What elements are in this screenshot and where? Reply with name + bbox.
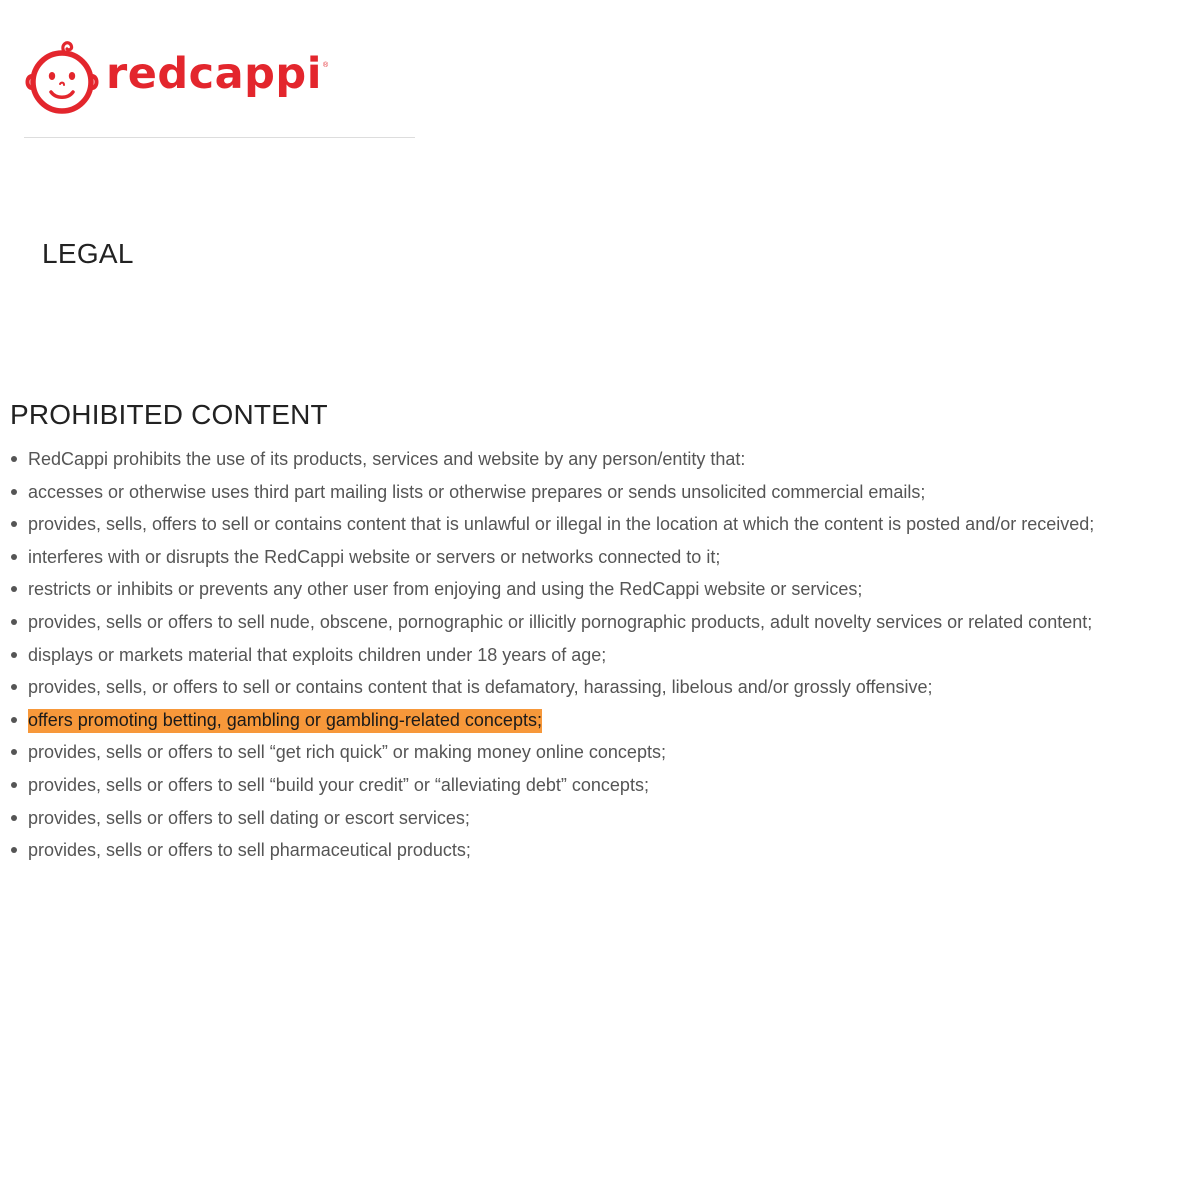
list-item-text: provides, sells, or offers to sell or contains content that is defamatory, harassing, libelous and/or grossly offensive; (28, 677, 933, 698)
redcappi-logo[interactable] (24, 40, 328, 116)
bullet-icon (11, 586, 17, 592)
list-item (10, 639, 1195, 672)
bullet-icon (11, 815, 17, 821)
list-item-text: interferes with or disrupts the RedCappi website or servers or networks connected to it; (28, 546, 721, 567)
list-item-text: displays or markets material that exploits children under 18 years of age; (28, 644, 607, 665)
prohibited-content-list (10, 443, 1195, 867)
bullet-icon (11, 456, 17, 462)
list-item (10, 541, 1195, 574)
bullet-icon (11, 489, 17, 495)
list-item (10, 606, 1195, 639)
list-item-text: restricts or inhibits or prevents any other user from enjoying and using the RedCappi website or services; (28, 579, 863, 600)
bullet-icon (11, 717, 17, 723)
section-title: PROHIBITED CONTENT (10, 399, 328, 430)
page-title: LEGAL (42, 238, 134, 269)
list-item-text: provides, sells, offers to sell or contains content that is unlawful or illegal in the location at which the content is posted and/or received; (28, 514, 1095, 535)
list-item-text: provides, sells or offers to sell nude, obscene, pornographic or illicitly pornographic products, adult novelty services or related content; (28, 611, 1093, 632)
list-item (10, 508, 1195, 541)
list-item-highlighted (10, 704, 1195, 737)
list-item (10, 802, 1195, 835)
list-item-text: provides, sells or offers to sell pharmaceutical products; (28, 840, 471, 861)
list-item-text: accesses or otherwise uses third part mailing lists or otherwise prepares or sends unsolicited commercial emails; (28, 481, 926, 502)
list-item (10, 443, 1195, 476)
bullet-icon (11, 619, 17, 625)
list-item-text: provides, sells or offers to sell “get rich quick” or making money online concepts; (28, 742, 666, 763)
list-item (10, 671, 1195, 704)
bullet-icon (11, 554, 17, 560)
list-item (10, 736, 1195, 769)
bullet-icon (11, 652, 17, 658)
logo-text: redcappi (106, 48, 322, 99)
baby-face-icon (24, 40, 100, 116)
highlighted-text: offers promoting betting, gambling or gambling-related concepts; (28, 709, 542, 733)
list-item-text: provides, sells or offers to sell “build your credit” or “alleviating debt” concepts; (28, 774, 649, 795)
list-item (10, 476, 1195, 509)
bullet-icon (11, 684, 17, 690)
list-item (10, 769, 1195, 802)
bullet-icon (11, 521, 17, 527)
registered-mark: ® (322, 62, 329, 69)
list-item (10, 573, 1195, 606)
bullet-icon (11, 847, 17, 853)
list-item-text: provides, sells or offers to sell dating or escort services; (28, 807, 470, 828)
bullet-icon (11, 782, 17, 788)
list-item-text: RedCappi prohibits the use of its products, services and website by any person/entity that: (28, 449, 746, 469)
list-item (10, 834, 1195, 867)
bullet-icon (11, 749, 17, 755)
